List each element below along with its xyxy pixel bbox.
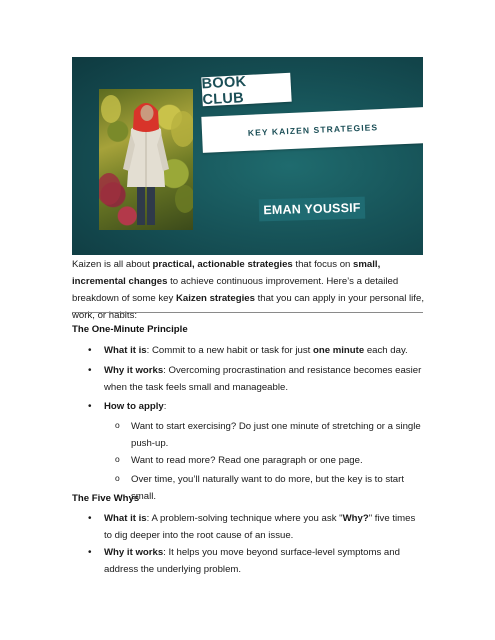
author-photo bbox=[99, 89, 193, 230]
author-name: EMAN YOUSSIF bbox=[259, 197, 366, 222]
section-heading: The One-Minute Principle bbox=[72, 324, 188, 335]
bullet-label: Why it works bbox=[104, 547, 164, 558]
bullet-text: : A problem-solving technique where you ask " bbox=[146, 513, 343, 524]
intro-text: to achieve continuous improvement. Here’s a detailed breakdown of some key bbox=[72, 276, 399, 304]
bullet-item bbox=[104, 398, 424, 415]
bullet-text: : It helps you move beyond surface-level symptoms and address the underlying problem. bbox=[104, 547, 400, 575]
intro-emphasis: Kaizen strategies bbox=[176, 293, 255, 304]
sub-bullet-item: o Over time, you’ll naturally want to do more, but the key is to start small. bbox=[131, 471, 424, 505]
sub-bullet-item: o Want to start exercising? Do just one minute of stretching or a single push-up. bbox=[131, 418, 424, 452]
person-figure bbox=[99, 89, 193, 230]
bullet-label: Why it works bbox=[104, 365, 164, 376]
intro-paragraph bbox=[72, 256, 424, 324]
bullet-text: : Commit to a new habit or task for just bbox=[146, 345, 313, 356]
horizontal-divider bbox=[72, 312, 423, 313]
bullet-emphasis: one minute bbox=[313, 345, 365, 356]
sub-bullet-item: o Want to read more? Read one paragraph or one page. bbox=[131, 452, 424, 469]
bullet-label: How to apply bbox=[104, 401, 164, 412]
section-heading: The Five Whys bbox=[72, 493, 140, 504]
bullet-item bbox=[104, 510, 424, 544]
bullet-text: " five times to dig deeper into the root cause of an issue. bbox=[104, 513, 416, 541]
bullet-label: What it is bbox=[104, 345, 147, 356]
bullet-text: each day. bbox=[364, 345, 408, 356]
bullet-emphasis: Why? bbox=[342, 513, 369, 524]
bullet-text: : Overcoming procrastination and resistance becomes easier when the task feels small and manageable. bbox=[104, 365, 422, 393]
intro-text: that you can apply in your personal life, work, or habits: bbox=[72, 293, 424, 321]
bullet-item bbox=[104, 544, 424, 578]
book-club-label: BOOK CLUB bbox=[201, 73, 291, 107]
intro-emphasis: small, incremental changes bbox=[72, 259, 381, 287]
intro-text: Kaizen is all about bbox=[72, 259, 153, 270]
bullet-text: : bbox=[163, 401, 167, 412]
bullet-item bbox=[104, 342, 424, 359]
intro-text: that focus on bbox=[292, 259, 354, 270]
book-club-banner bbox=[72, 57, 423, 255]
bullet-label: What it is bbox=[104, 513, 147, 524]
banner-subtitle: KEY KAIZEN STRATEGIES bbox=[201, 107, 423, 153]
intro-emphasis: practical, actionable strategies bbox=[152, 259, 293, 270]
bullet-item bbox=[104, 362, 424, 396]
